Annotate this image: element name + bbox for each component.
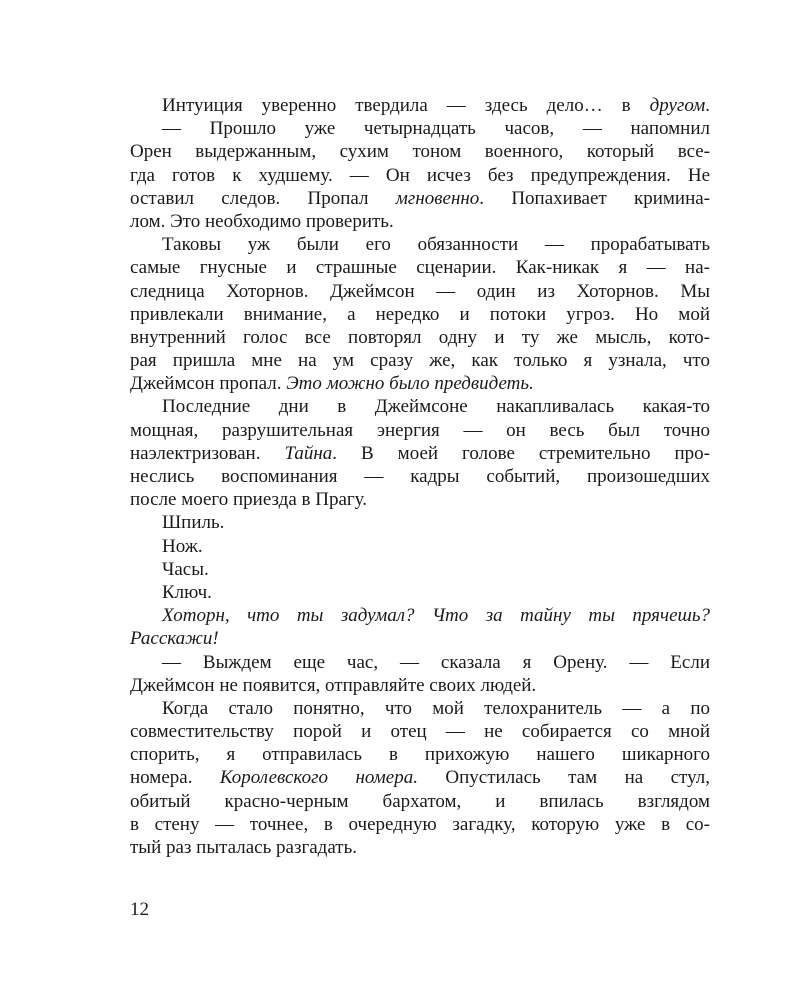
text-line: Хоторн, что ты задумал? Что за тайну ты прячешь? xyxy=(162,605,710,627)
text-line: спорить, я отправилась в прихожую нашего шикарного xyxy=(130,744,710,766)
text-line: Расскажи! xyxy=(130,628,219,650)
page-number: 12 xyxy=(130,899,149,920)
text-line: обитый красно-черным бархатом, и впилась взглядом xyxy=(130,790,710,812)
text-line: после моего приезда в Прагу. xyxy=(130,489,368,511)
text-line: рая пришла мне на ум сразу же, как только я узнала, что xyxy=(130,350,710,372)
text-line: Интуиция уверенно твердила — здесь дело… в другом. xyxy=(162,95,710,116)
text-line: номера. Королевского номера. Опустилась там на стул, xyxy=(130,767,710,789)
text-line: в стену — точнее, в очередную загадку, которую уже в со- xyxy=(130,813,710,835)
text-line: тый раз пыталась разгадать. xyxy=(130,837,357,858)
text-line: Ключ. xyxy=(162,581,212,603)
text-line: Последние дни в Джеймсоне накапливалась какая-то xyxy=(162,396,710,418)
text-line: — Выждем еще час, — сказала я Орену. — Если xyxy=(162,651,710,673)
text-line: совместительству порой и отец — не собирается со мной xyxy=(130,721,710,743)
text-line: Орен выдержанным, сухим тоном военного, который все- xyxy=(130,141,710,163)
text-line: Джеймсон пропал. Это можно было предвидеть. xyxy=(130,373,534,395)
text-line: оставил следов. Пропал мгновенно. Попахивает кримина- xyxy=(130,187,711,209)
text-line: Таковы уж были его обязанности — прорабатывать xyxy=(162,234,710,256)
text-line: лом. Это необходимо проверить. xyxy=(130,210,394,232)
text-line: гда готов к худшему. — Он исчез без предупреждения. Не xyxy=(130,164,710,186)
text-line: следница Хоторнов. Джеймсон — один из Хоторнов. Мы xyxy=(130,280,710,302)
text-line: привлекали внимание, а нередко и потоки угроз. Но мой xyxy=(130,303,710,325)
text-line: Джеймсон не появится, отправляйте своих людей. xyxy=(130,674,537,696)
text-line: мощная, разрушительная энергия — он весь был точно xyxy=(130,419,710,441)
text-line: — Прошло уже четырнадцать часов, — напомнил xyxy=(162,118,710,140)
text-line: наэлектризован. Тайна. В моей голове стремительно про- xyxy=(130,442,710,464)
body-text xyxy=(130,94,710,859)
text-line: Шпиль. xyxy=(162,512,225,534)
text-line: внутренний голос все повторял одну и ту же мысль, кото- xyxy=(130,326,710,348)
text-line: Часы. xyxy=(162,558,209,580)
text-line: неслись воспоминания — кадры событий, произошедших xyxy=(130,466,710,487)
text-line: Нож. xyxy=(162,535,203,557)
text-line: Когда стало понятно, что мой телохранитель — а по xyxy=(162,697,710,719)
text-line: самые гнусные и страшные сценарии. Как-никак я — на- xyxy=(130,257,710,279)
